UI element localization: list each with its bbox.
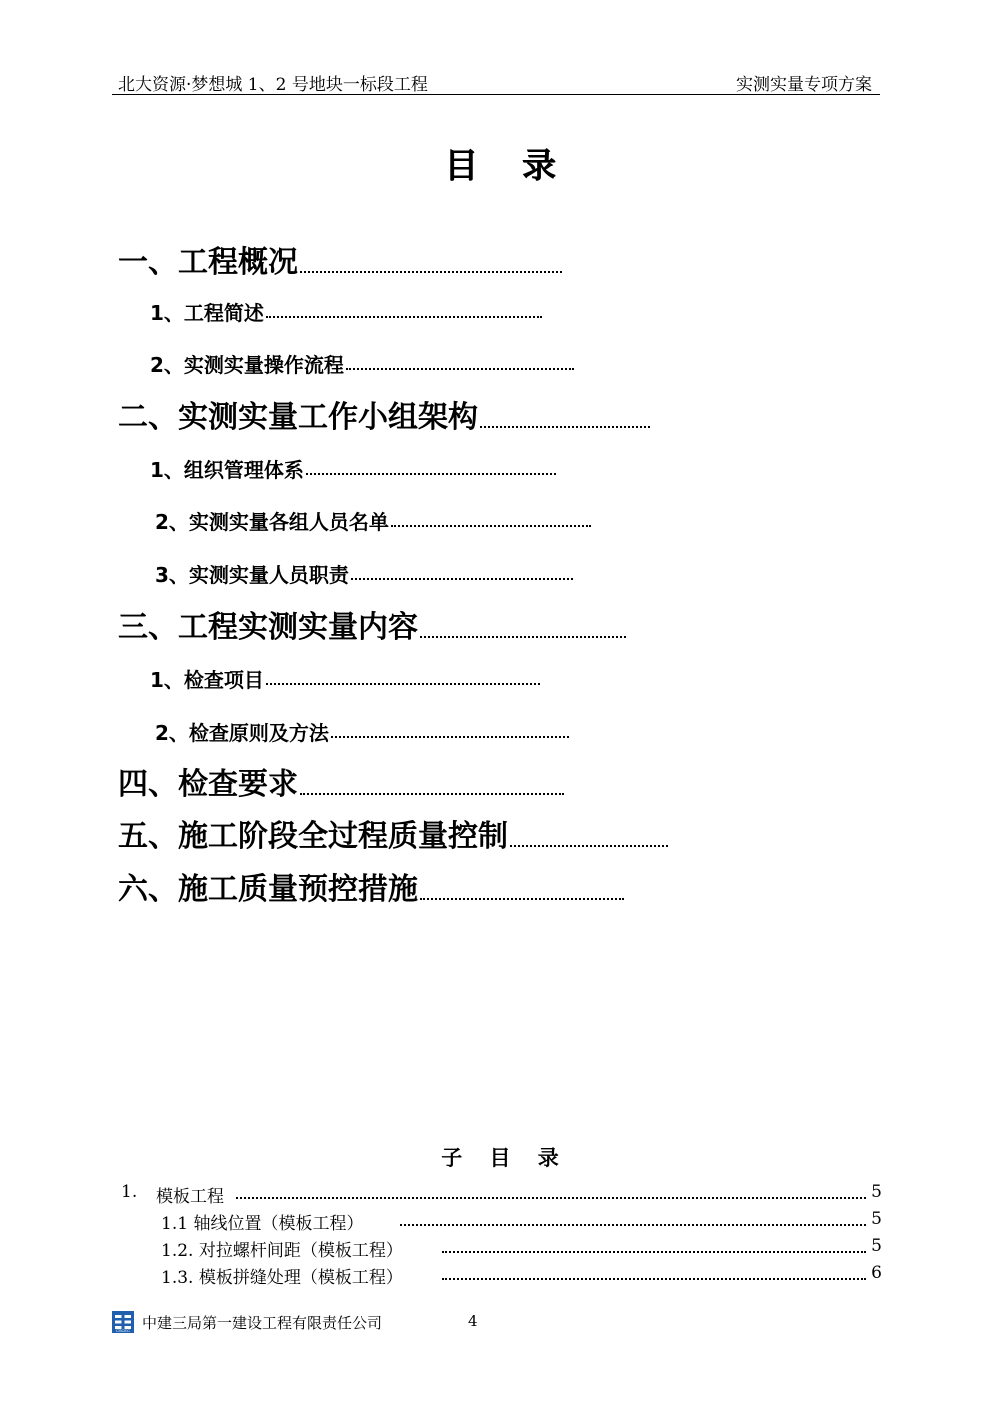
toc-leader-dots — [266, 316, 542, 318]
subtoc-entry-page: 5 — [871, 1182, 882, 1202]
subtoc-entry-page: 5 — [871, 1236, 882, 1256]
subtoc-leader-dots — [400, 1224, 866, 1226]
toc-entry[interactable] — [155, 723, 569, 743]
toc-leader-dots — [300, 271, 562, 273]
toc-entry[interactable] — [118, 872, 624, 907]
subtoc-entry-page: 6 — [871, 1263, 882, 1283]
toc-entry-label: 3、实测实量人员职责 — [155, 563, 349, 587]
subtoc-leader-dots — [442, 1251, 866, 1253]
toc-entry[interactable] — [118, 245, 562, 280]
toc-entry-label: 六、施工质量预控措施 — [118, 872, 418, 907]
toc-leader-dots — [266, 683, 540, 685]
toc-entry-label: 2、实测实量各组人员名单 — [155, 510, 389, 534]
toc-entry[interactable] — [150, 355, 574, 375]
toc-leader-dots — [420, 636, 626, 638]
toc-entry[interactable] — [150, 303, 542, 323]
toc-leader-dots — [300, 793, 564, 795]
toc-entry[interactable] — [155, 512, 591, 532]
toc-entry[interactable] — [118, 819, 668, 854]
toc-leader-dots — [346, 368, 574, 370]
toc-entry-label: 2、实测实量操作流程 — [150, 353, 344, 377]
toc-leader-dots — [480, 426, 650, 428]
toc-entry-label: 三、工程实测实量内容 — [118, 610, 418, 645]
subtoc-leader-dots — [236, 1197, 866, 1199]
toc-entry[interactable] — [155, 565, 573, 585]
subtoc-entry-number: 1. — [121, 1182, 138, 1202]
header-project-name: 北大资源·梦想城 1、2 号地块一标段工程 — [118, 75, 428, 95]
toc-leader-dots — [391, 525, 591, 527]
toc-entry-label: 2、检查原则及方法 — [155, 721, 329, 745]
toc-entry-label: 1、检查项目 — [150, 668, 264, 692]
subtoc-leader-dots — [442, 1278, 866, 1280]
toc-entry-label: 四、检查要求 — [118, 767, 298, 802]
subtoc-entry-text: 模板工程 — [156, 1187, 224, 1207]
company-logo-text: CSCEC — [115, 1328, 131, 1333]
subtoc-entry[interactable] — [0, 1236, 882, 1260]
toc-title: 目 录 — [444, 146, 572, 186]
header-document-title: 实测实量专项方案 — [736, 75, 872, 95]
subtoc-entry[interactable] — [0, 1263, 882, 1287]
toc-entry-label: 二、实测实量工作小组架构 — [118, 400, 478, 435]
toc-entry-label: 五、施工阶段全过程质量控制 — [118, 819, 508, 854]
subtoc-entry-text: 1.1 轴线位置（模板工程） — [161, 1214, 364, 1234]
toc-entry[interactable] — [150, 460, 556, 480]
toc-entry[interactable] — [118, 767, 564, 802]
footer-company-name: 中建三局第一建设工程有限责任公司 — [142, 1314, 383, 1332]
toc-entry[interactable] — [118, 610, 626, 645]
company-logo-icon — [112, 1311, 134, 1333]
toc-leader-dots — [306, 473, 556, 475]
subtoc-title: 子 目 录 — [441, 1146, 569, 1170]
subtoc-entry-page: 5 — [871, 1209, 882, 1229]
footer-page-number: 4 — [468, 1312, 478, 1330]
toc-leader-dots — [331, 736, 569, 738]
toc-leader-dots — [351, 578, 573, 580]
toc-entry-label: 1、组织管理体系 — [150, 458, 304, 482]
toc-leader-dots — [420, 898, 624, 900]
toc-leader-dots — [510, 845, 668, 847]
toc-entry-label: 一、工程概况 — [118, 245, 298, 280]
subtoc-entry[interactable] — [0, 1182, 882, 1206]
subtoc-entry[interactable] — [0, 1209, 882, 1233]
toc-entry[interactable] — [150, 670, 540, 690]
header-divider — [112, 94, 880, 95]
subtoc-entry-text: 1.3. 模板拼缝处理（模板工程） — [161, 1268, 403, 1288]
toc-entry[interactable] — [118, 400, 650, 435]
toc-entry-label: 1、工程简述 — [150, 301, 264, 325]
subtoc-entry-text: 1.2. 对拉螺杆间距（模板工程） — [161, 1241, 403, 1261]
